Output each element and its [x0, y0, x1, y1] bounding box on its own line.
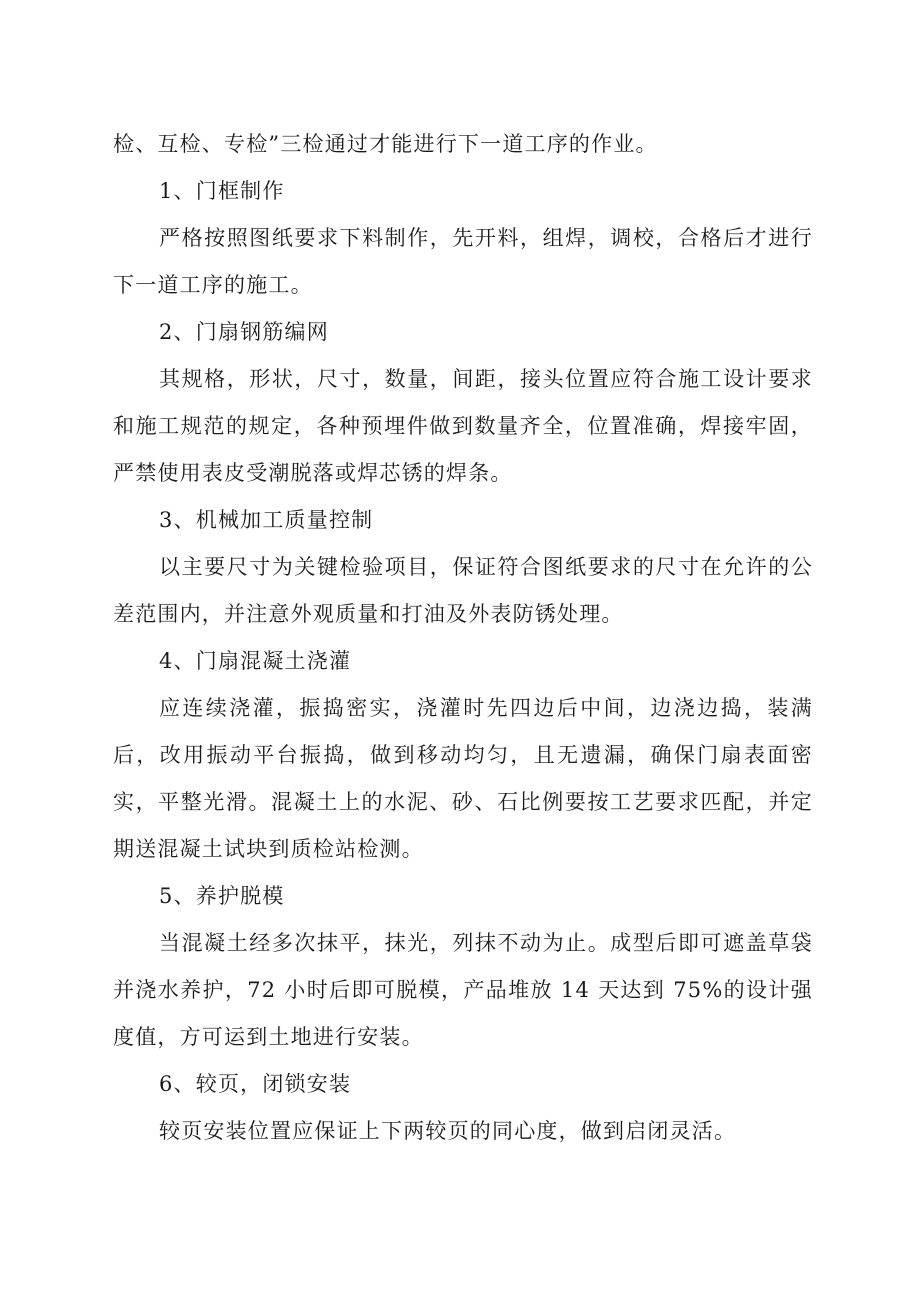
section-body-4: 应连续浇灌，振捣密实，浇灌时先四边后中间，边浇边捣，装满后，改用振动平台振捣，做到移动均匀，且无遗漏，确保门扇表面密实，平整光滑。混凝土上的水泥、砂、石比例要按工艺要求匹配，并定期送混凝土试块到质检站检测。: [113, 696, 813, 861]
section-heading-5: 5、养护脱模: [159, 884, 285, 908]
section-heading-3: 3、机械加工质量控制: [159, 508, 374, 532]
section-body-6: 较页安装位置应保证上下两较页的同心度，做到启闭灵活。: [159, 1119, 737, 1143]
section-heading-4: 4、门扇混凝土浇灌: [159, 649, 352, 673]
section-heading-6: 6、较页，闭锁安装: [159, 1072, 352, 1096]
document-body: [113, 121, 813, 1155]
section-body-5: 当混凝土经多次抹平，抹光，列抹不动为止。成型后即可遮盖草袋并浇水养护，72 小时后即可脱模，产品堆放 14 天达到 75%的设计强度值，方可运到土地进行安装。: [113, 931, 813, 1049]
section-heading-2: 2、门扇钢筋编网: [159, 320, 329, 344]
section-heading-1: 1、门框制作: [159, 179, 285, 203]
section-body-3: 以主要尺寸为关键检验项目，保证符合图纸要求的尺寸在允许的公差范围内，并注意外观质量和打油及外表防锈处理。: [113, 555, 813, 626]
section-body-1: 严格按照图纸要求下料制作，先开料，组焊，调校，合格后才进行下一道工序的施工。: [113, 226, 813, 297]
paragraph-continuation: 检、互检、专检”三检通过才能进行下一道工序的作业。: [113, 132, 658, 156]
section-body-2: 其规格，形状，尺寸，数量，间距，接头位置应符合施工设计要求和施工规范的规定，各种预埋件做到数量齐全，位置准确，焊接牢固，严禁使用表皮受潮脱落或焊芯锈的焊条。: [113, 367, 813, 485]
